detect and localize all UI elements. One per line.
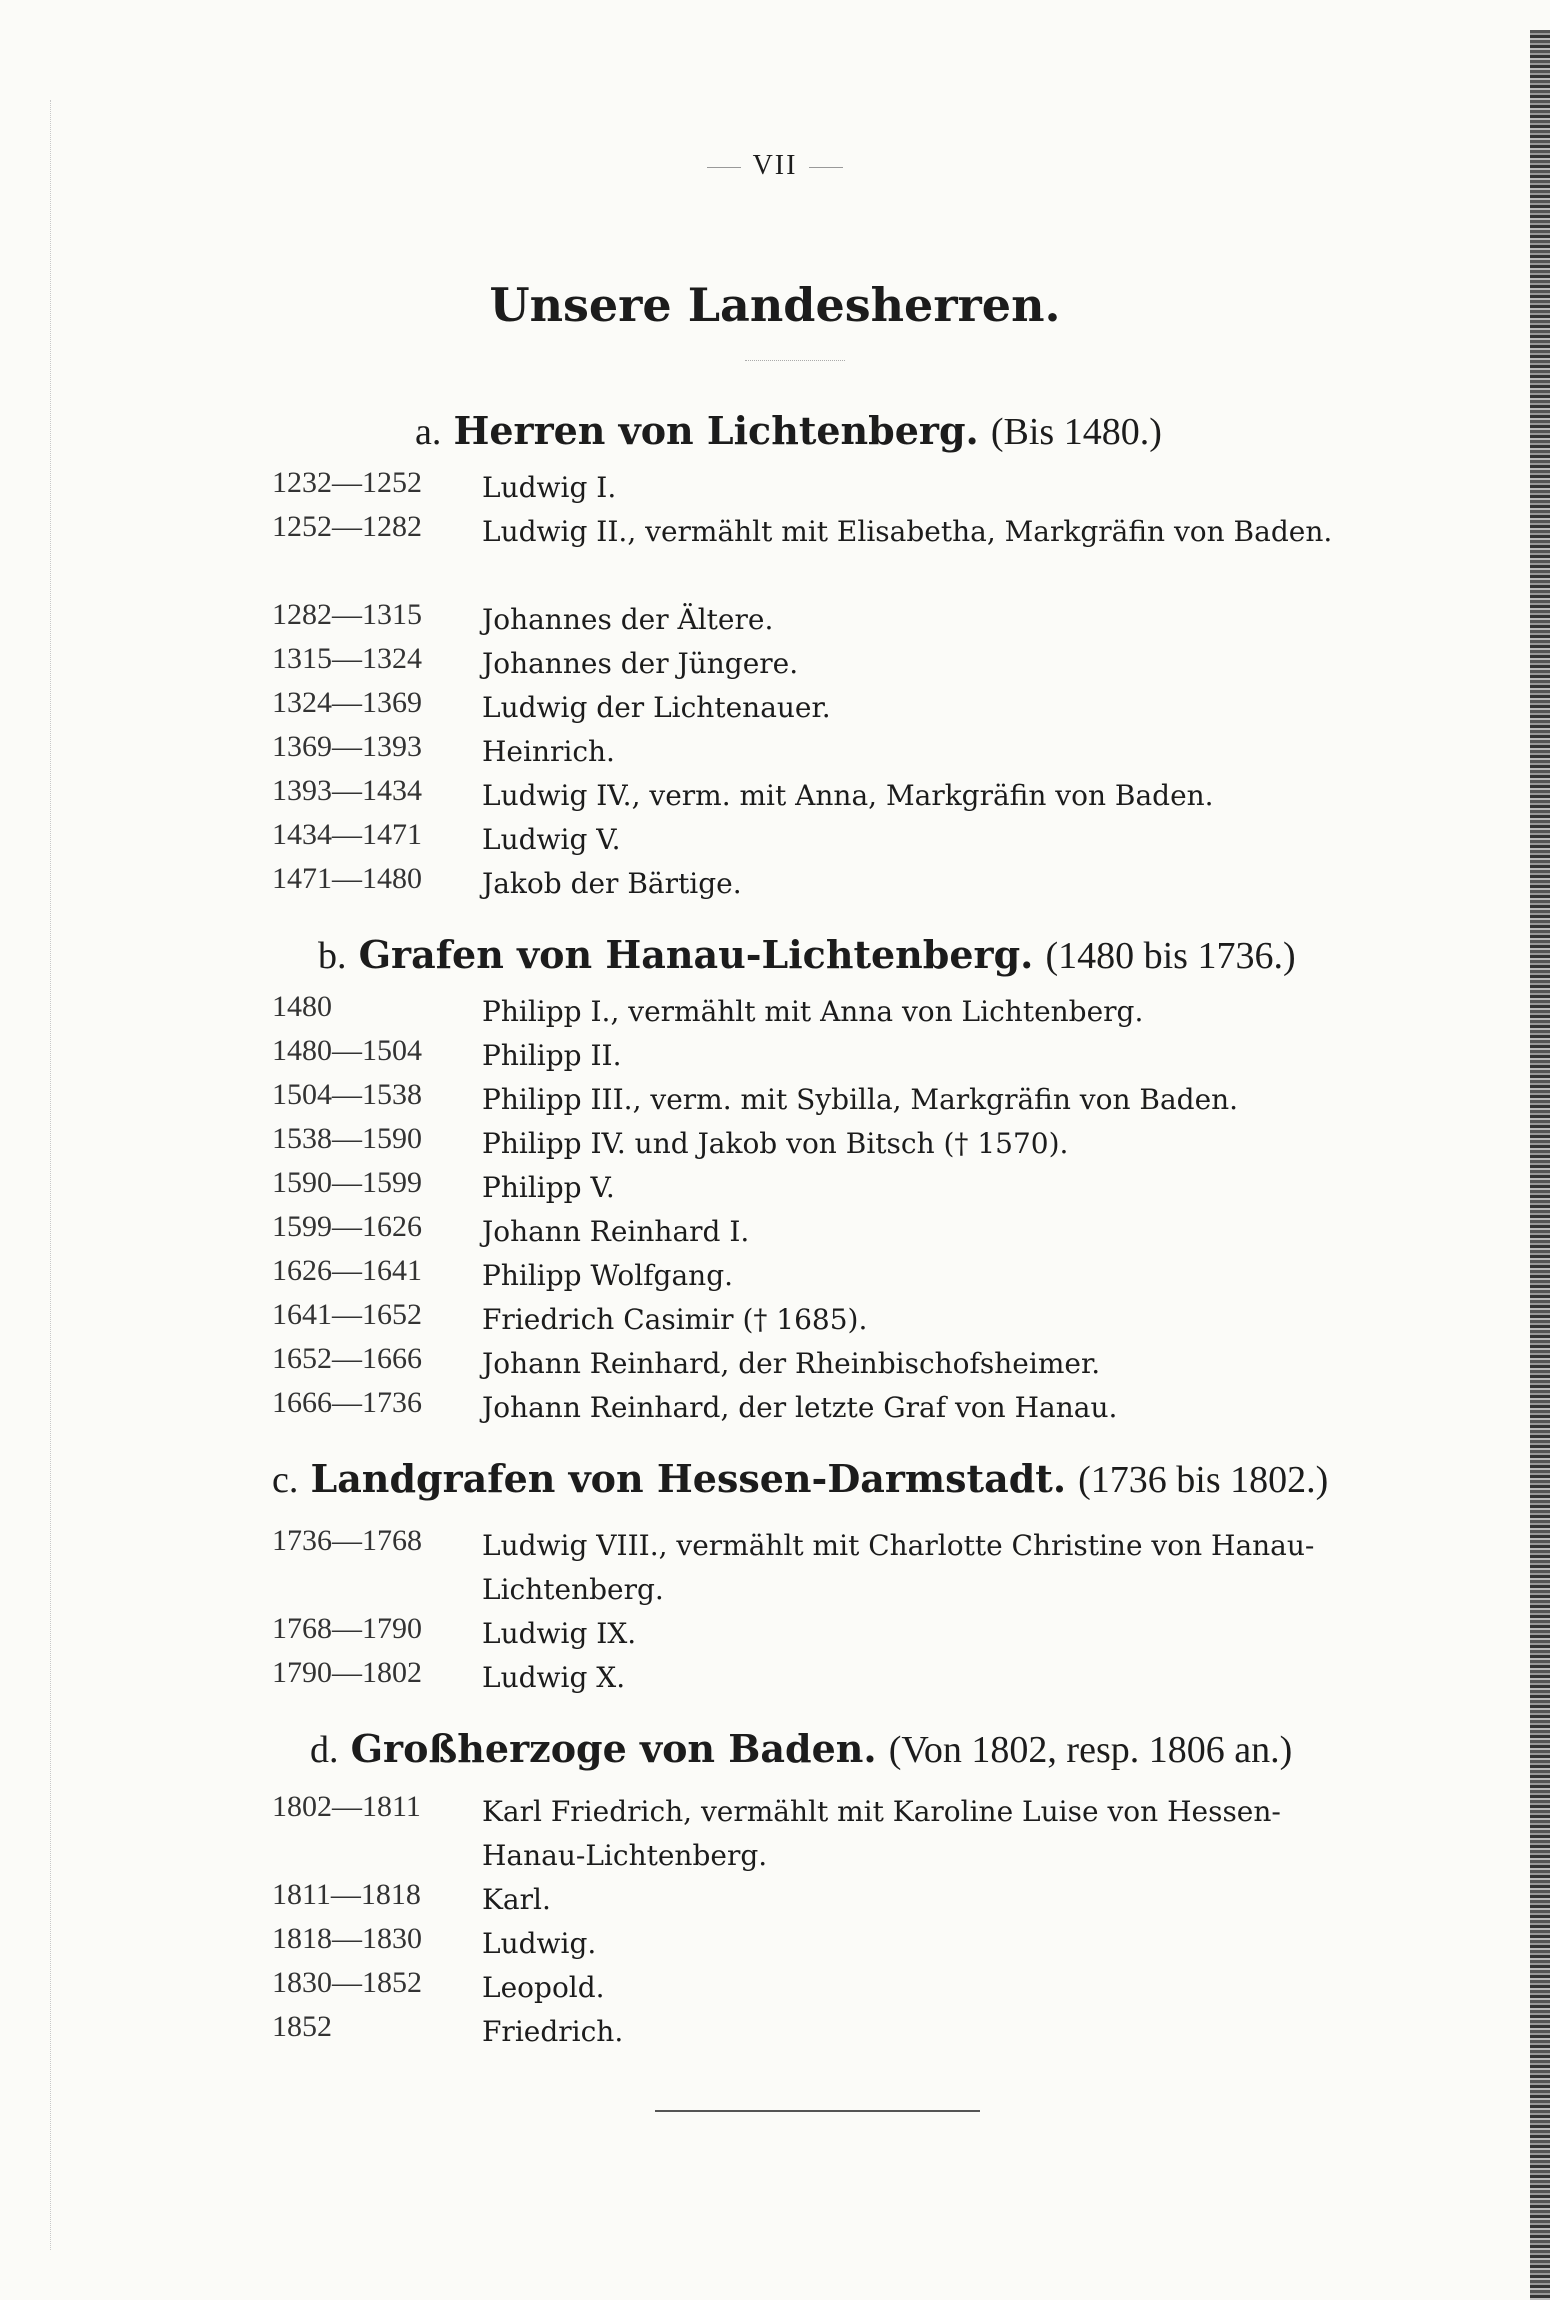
entry-years: 1480 [272,990,332,1023]
entry-text: Ludwig V. [482,823,621,856]
page-edge [1530,30,1550,2300]
page-number [0,150,1550,182]
entry-text: Philipp IV. und Jakob von Bitsch († 1570). [482,1127,1069,1160]
entry-text: Jakob der Bärtige. [482,867,742,900]
entry-years: 1852 [272,2010,332,2043]
entry-text: Ludwig VIII., vermählt mit Charlotte Christine von Hanau-Lichtenberg. [482,1529,1315,1606]
entry-years: 1818—1830 [272,1922,422,1955]
entry-years: 1626—1641 [272,1254,422,1287]
entry-text: Philipp I., vermählt mit Anna von Lichtenberg. [482,995,1144,1028]
entry-text: Ludwig II., vermählt mit Elisabetha, Markgräfin von Baden. [482,515,1333,548]
section-name: Grafen von Hanau-Lichtenberg. [358,932,1034,977]
section-period: (1736 bis 1802.) [1078,1459,1329,1501]
entry-text: Philipp V. [482,1171,615,1204]
entry-years: 1434—1471 [272,818,422,851]
entry-text: Karl Friedrich, vermählt mit Karoline Luise von Hessen-Hanau-Lichtenberg. [482,1795,1281,1872]
entry-text: Karl. [482,1883,551,1916]
entry-text: Ludwig I. [482,471,617,504]
page-number-text: VII [752,150,798,181]
entry-text: Ludwig der Lichtenauer. [482,691,831,724]
entry-years: 1538—1590 [272,1122,422,1155]
entry-years: 1232—1252 [272,466,422,499]
section-name: Herren von Lichtenberg. [453,408,979,453]
entry-years: 1324—1369 [272,686,422,719]
entry-years: 1480—1504 [272,1034,422,1067]
entry-years: 1790—1802 [272,1656,422,1689]
entry-text: Johann Reinhard, der letzte Graf von Hanau. [482,1391,1118,1424]
section-heading-b [318,932,1296,978]
entry-years: 1471—1480 [272,862,422,895]
section-letter: a. [415,411,442,453]
section-heading-a [415,408,1162,454]
closing-rule [655,2110,980,2112]
entry-years: 1768—1790 [272,1612,422,1645]
entry-text: Philipp Wolfgang. [482,1259,734,1292]
section-period: (Von 1802, resp. 1806 an.) [888,1729,1293,1771]
section-heading-c [272,1456,1328,1502]
entry-text: Friedrich Casimir († 1685). [482,1303,868,1336]
section-name: Großherzoge von Baden. [350,1726,877,1771]
entry-years: 1802—1811 [272,1790,421,1823]
entry-text: Ludwig IV., verm. mit Anna, Markgräfin von Baden. [482,779,1214,812]
entry-text: Johann Reinhard, der Rheinbischofsheimer. [482,1347,1101,1380]
entry-text: Heinrich. [482,735,615,768]
section-letter: b. [318,935,347,977]
entry-years: 1252—1282 [272,510,422,543]
entry-years: 1599—1626 [272,1210,422,1243]
entry-years: 1282—1315 [272,598,422,631]
entry-years: 1666—1736 [272,1386,422,1419]
section-heading-d [310,1726,1292,1772]
entry-text: Johann Reinhard I. [482,1215,750,1248]
entry-years: 1641—1652 [272,1298,422,1331]
margin-mark [50,100,52,2250]
entry-text: Ludwig. [482,1927,597,1960]
section-period: (Bis 1480.) [990,411,1162,453]
entry-years: 1315—1324 [272,642,422,675]
entry-years: 1736—1768 [272,1524,422,1557]
entry-text: Philipp II. [482,1039,622,1072]
page-title: Unsere Landesherren. [489,278,1061,332]
section-letter: d. [310,1729,339,1771]
title-divider [745,360,845,361]
entry-years: 1830—1852 [272,1966,422,1999]
entry-years: 1652—1666 [272,1342,422,1375]
entry-text: Johannes der Jüngere. [482,647,799,680]
entry-years: 1590—1599 [272,1166,422,1199]
entry-years: 1393—1434 [272,774,422,807]
section-letter: c. [272,1459,299,1501]
entry-text: Friedrich. [482,2015,624,2048]
entry-years: 1504—1538 [272,1078,422,1111]
entry-text: Ludwig X. [482,1661,626,1694]
entry-years: 1811—1818 [272,1878,421,1911]
section-period: (1480 bis 1736.) [1045,935,1296,977]
section-name: Landgrafen von Hessen-Darmstadt. [310,1456,1067,1501]
entry-text: Leopold. [482,1971,605,2004]
entry-text: Johannes der Ältere. [482,603,774,636]
entry-text: Ludwig IX. [482,1617,637,1650]
entry-text: Philipp III., verm. mit Sybilla, Markgräfin von Baden. [482,1083,1239,1116]
entry-years: 1369—1393 [272,730,422,763]
